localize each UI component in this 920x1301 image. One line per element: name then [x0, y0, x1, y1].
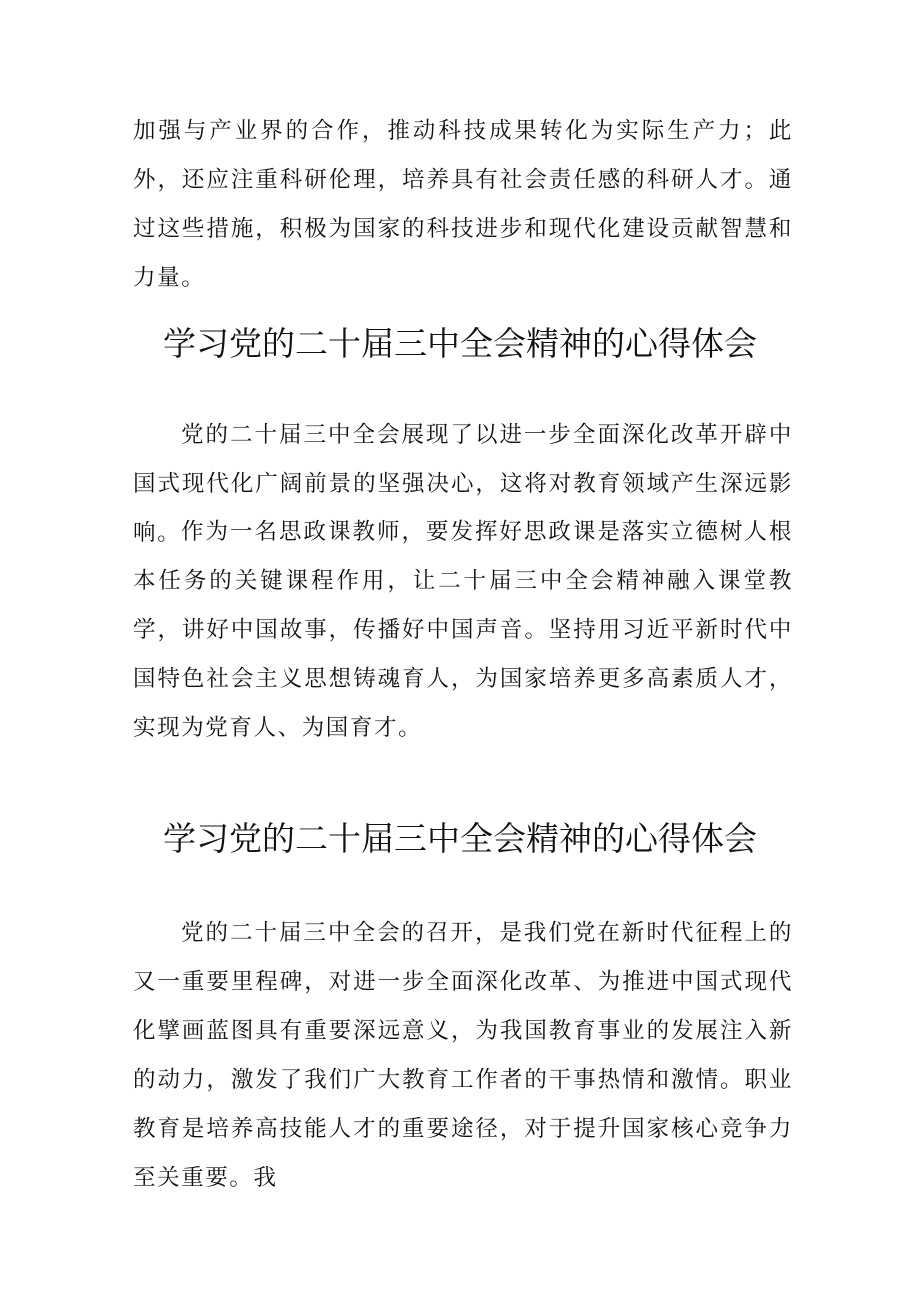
section1-paragraph-1: 党的二十届三中全会展现了以进一步全面深化改革开辟中国式现代化广阔前景的坚强决心，这将对教育领域产生深远影响。	[133, 422, 793, 546]
section-title-1: 学习党的二十届三中全会精神的心得体会	[163, 324, 757, 363]
section1-paragraph-2: 作为一名思政课教师，要发挥好思政课是落实立德树人根本任务的关键课程作用，让二十届三中全会精神融入课堂教学，讲好中国故事，传播好中国声音。坚持用习近平新时代中国特色社会主义思想铸魂育人，为国家培养更多高素质人才，实现为党育人、为国育才。	[133, 519, 793, 741]
section2-paragraph-1: 党的二十届三中全会的召开，是我们党在新时代征程上的又一重要里程碑，对进一步全面深化改革、为推进中国式现代化擘画蓝图具有重要深远意义，为我国教育事业的发展注入新的动力，激发了我们广大教育工作者的干事热情和激情。职业教育是培养高技能人才的重要途径，对于提升国家核心竞争力至关重要。我	[133, 920, 793, 1191]
continuation-paragraph: 加强与产业界的合作，推动科技成果转化为实际生产力；此外，还应注重科研伦理，培养具有社会责任感的科研人才。通过这些措施，积极为国家的科技进步和现代化建设贡献智慧和力量。	[133, 118, 793, 291]
section-title-2: 学习党的二十届三中全会精神的心得体会	[163, 819, 757, 858]
